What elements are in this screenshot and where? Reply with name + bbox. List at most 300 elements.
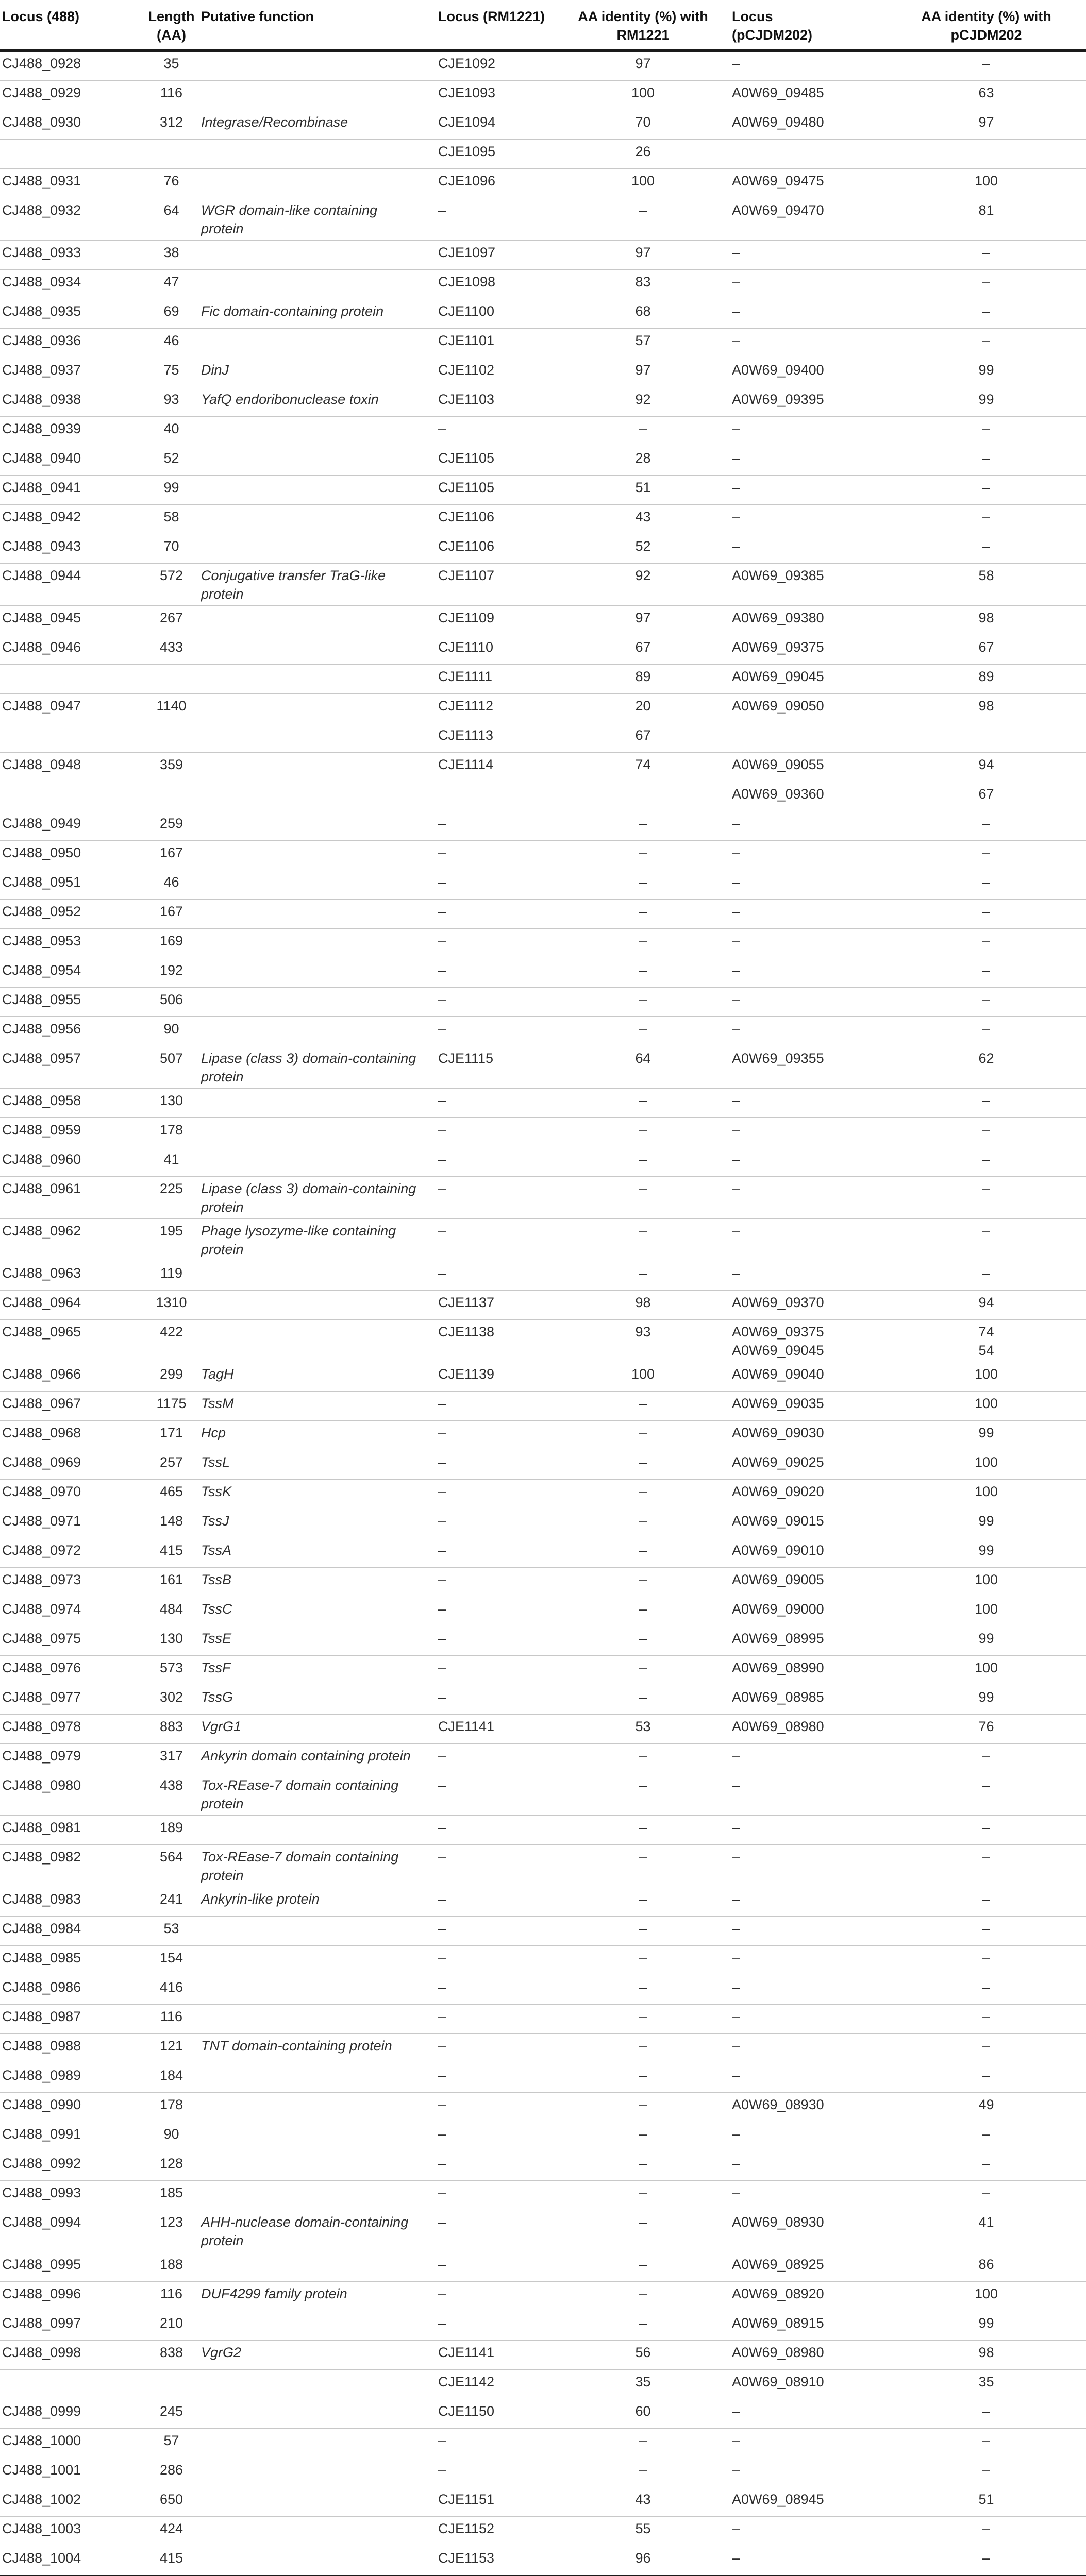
cell-locus-pcjdm202: – [732, 1017, 887, 1046]
cell-locus-488: CJ488_0929 [0, 81, 142, 110]
cell-identity-pcjdm202: 58 [887, 564, 1086, 606]
cell-identity-rm1221: – [554, 1845, 732, 1887]
cell-identity-pcjdm202: – [887, 1147, 1086, 1177]
table-row [0, 665, 1086, 694]
cell-identity-pcjdm202: 81 [887, 198, 1086, 241]
cell-putative-function [201, 169, 438, 198]
cell-length: 130 [142, 1089, 201, 1118]
cell-identity-pcjdm202: – [887, 476, 1086, 505]
cell-identity-pcjdm202: – [887, 2517, 1086, 2546]
cell-putative-function [201, 329, 438, 358]
cell-identity-rm1221: 43 [554, 2487, 732, 2517]
cell-putative-function [201, 929, 438, 958]
cell-identity-pcjdm202: 76 [887, 1715, 1086, 1744]
cell-locus-488: CJ488_0969 [0, 1450, 142, 1480]
cell-locus-pcjdm202: A0W69_09045 [732, 665, 887, 694]
cell-identity-rm1221: – [554, 2122, 732, 2151]
cell-locus-pcjdm202: – [732, 900, 887, 929]
cell-locus-pcjdm202: A0W69_09030 [732, 1421, 887, 1450]
cell-length: 484 [142, 1597, 201, 1626]
header-row [0, 0, 1086, 50]
table-row [0, 299, 1086, 329]
cell-locus-pcjdm202: – [732, 241, 887, 270]
cell-identity-pcjdm202: 100 [887, 1597, 1086, 1626]
cell-length: 184 [142, 2063, 201, 2093]
cell-putative-function: TssM [201, 1392, 438, 1421]
table-row [0, 1017, 1086, 1046]
table-row [0, 2282, 1086, 2311]
cell-locus-pcjdm202: – [732, 2151, 887, 2181]
cell-locus-pcjdm202: – [732, 446, 887, 476]
cell-putative-function [201, 841, 438, 870]
table-row [0, 1744, 1086, 1773]
cell-locus-488: CJ488_0973 [0, 1568, 142, 1597]
cell-length: 883 [142, 1715, 201, 1744]
cell-identity-pcjdm202: – [887, 2151, 1086, 2181]
cell-locus-pcjdm202: A0W69_08920 [732, 2282, 887, 2311]
cell-identity-rm1221: – [554, 900, 732, 929]
cell-locus-pcjdm202: – [732, 1744, 887, 1773]
cell-locus-rm1221: CJE1137 [438, 1291, 554, 1320]
cell-locus-pcjdm202: – [732, 476, 887, 505]
cell-locus-pcjdm202: – [732, 299, 887, 329]
cell-length: 38 [142, 241, 201, 270]
cell-putative-function: TssB [201, 1568, 438, 1597]
cell-identity-pcjdm202: 99 [887, 1421, 1086, 1450]
cell-locus-488: CJ488_0978 [0, 1715, 142, 1744]
table-row [0, 1816, 1086, 1845]
cell-identity-pcjdm202: – [887, 534, 1086, 564]
cell-putative-function [201, 665, 438, 694]
cell-identity-pcjdm202: 99 [887, 1685, 1086, 1715]
table-row [0, 1046, 1086, 1089]
cell-identity-rm1221 [554, 782, 732, 811]
cell-identity-rm1221: 64 [554, 1046, 732, 1089]
cell-putative-function [201, 1917, 438, 1946]
cell-locus-488: CJ488_0990 [0, 2093, 142, 2122]
cell-length: 415 [142, 2546, 201, 2576]
cell-locus-pcjdm202: A0W69_09040 [732, 1362, 887, 1392]
cell-putative-function: Tox-REase-7 domain containing protein [201, 1773, 438, 1816]
table-row [0, 241, 1086, 270]
cell-putative-function: Conjugative transfer TraG-like protein [201, 564, 438, 606]
cell-locus-488: CJ488_0986 [0, 1975, 142, 2005]
cell-identity-pcjdm202: – [887, 1975, 1086, 2005]
cell-locus-488 [0, 140, 142, 169]
cell-locus-rm1221: – [438, 1597, 554, 1626]
cell-locus-pcjdm202: A0W69_08985 [732, 1685, 887, 1715]
cell-identity-rm1221: 52 [554, 534, 732, 564]
table-row [0, 2063, 1086, 2093]
cell-locus-rm1221: – [438, 2151, 554, 2181]
cell-locus-rm1221: CJE1106 [438, 534, 554, 564]
header-identity-pcjdm202 [887, 0, 1086, 50]
cell-locus-rm1221: – [438, 1744, 554, 1773]
cell-locus-rm1221: – [438, 1917, 554, 1946]
cell-putative-function [201, 723, 438, 753]
cell-identity-rm1221: 55 [554, 2517, 732, 2546]
cell-locus-488: CJ488_0983 [0, 1887, 142, 1917]
cell-length [142, 665, 201, 694]
cell-putative-function [201, 1975, 438, 2005]
cell-identity-rm1221: – [554, 2005, 732, 2034]
cell-identity-pcjdm202: – [887, 2005, 1086, 2034]
cell-length: 161 [142, 1568, 201, 1597]
cell-locus-rm1221: – [438, 1509, 554, 1538]
cell-length: 90 [142, 1017, 201, 1046]
cell-identity-pcjdm202: 100 [887, 1480, 1086, 1509]
cell-locus-rm1221: CJE1097 [438, 241, 554, 270]
cell-identity-pcjdm202: – [887, 2399, 1086, 2429]
cell-locus-pcjdm202: A0W69_09385 [732, 564, 887, 606]
cell-identity-rm1221: 70 [554, 110, 732, 140]
table-row [0, 958, 1086, 988]
cell-length: 148 [142, 1509, 201, 1538]
cell-identity-rm1221: – [554, 1816, 732, 1845]
cell-locus-488: CJ488_0945 [0, 606, 142, 635]
cell-locus-pcjdm202: – [732, 270, 887, 299]
cell-locus-488: CJ488_0995 [0, 2252, 142, 2282]
cell-identity-rm1221: – [554, 1917, 732, 1946]
cell-identity-pcjdm202: 97 [887, 110, 1086, 140]
cell-length: 1175 [142, 1392, 201, 1421]
header-putative-function: Putative function [201, 0, 438, 50]
cell-locus-pcjdm202: – [732, 329, 887, 358]
cell-locus-rm1221: – [438, 1177, 554, 1219]
cell-identity-pcjdm202: – [887, 870, 1086, 900]
cell-length: 167 [142, 841, 201, 870]
cell-locus-rm1221: CJE1152 [438, 2517, 554, 2546]
cell-locus-pcjdm202: – [732, 2122, 887, 2151]
cell-locus-rm1221: – [438, 1480, 554, 1509]
cell-locus-pcjdm202: A0W69_08945 [732, 2487, 887, 2517]
cell-identity-rm1221: 89 [554, 665, 732, 694]
cell-locus-rm1221: – [438, 1017, 554, 1046]
cell-identity-rm1221: – [554, 929, 732, 958]
table-row [0, 81, 1086, 110]
cell-identity-pcjdm202: 99 [887, 2311, 1086, 2341]
cell-length: 41 [142, 1147, 201, 1177]
cell-locus-rm1221: – [438, 2093, 554, 2122]
cell-length: 69 [142, 299, 201, 329]
cell-length: 171 [142, 1421, 201, 1450]
cell-locus-488: CJ488_0988 [0, 2034, 142, 2063]
cell-identity-rm1221: – [554, 1480, 732, 1509]
cell-identity-rm1221: 26 [554, 140, 732, 169]
cell-putative-function: Tox-REase-7 domain containing protein [201, 1845, 438, 1887]
table-row [0, 1568, 1086, 1597]
cell-locus-pcjdm202: – [732, 2005, 887, 2034]
table-row [0, 1538, 1086, 1568]
cell-locus-pcjdm202: A0W69_09020 [732, 1480, 887, 1509]
cell-identity-rm1221: – [554, 1089, 732, 1118]
cell-locus-rm1221: – [438, 811, 554, 841]
header-locus-rm1221: Locus (RM1221) [438, 0, 554, 50]
cell-identity-pcjdm202: – [887, 1089, 1086, 1118]
cell-locus-488: CJ488_0938 [0, 387, 142, 417]
cell-locus-pcjdm202: A0W69_09355 [732, 1046, 887, 1089]
cell-locus-pcjdm202: A0W69_09000 [732, 1597, 887, 1626]
cell-putative-function: Lipase (class 3) domain-containing protein [201, 1046, 438, 1089]
cell-identity-pcjdm202: – [887, 1261, 1086, 1291]
cell-identity-rm1221: 67 [554, 723, 732, 753]
cell-identity-pcjdm202: 100 [887, 1362, 1086, 1392]
cell-putative-function [201, 417, 438, 446]
cell-putative-function [201, 1261, 438, 1291]
cell-locus-rm1221: – [438, 417, 554, 446]
cell-locus-488: CJ488_0949 [0, 811, 142, 841]
table-row [0, 870, 1086, 900]
cell-locus-488 [0, 2370, 142, 2399]
cell-putative-function [201, 2252, 438, 2282]
cell-locus-rm1221: CJE1111 [438, 665, 554, 694]
cell-putative-function: VgrG2 [201, 2341, 438, 2370]
cell-putative-function [201, 2005, 438, 2034]
cell-identity-rm1221: – [554, 958, 732, 988]
cell-locus-rm1221: – [438, 198, 554, 241]
cell-length: 47 [142, 270, 201, 299]
cell-identity-pcjdm202: – [887, 2122, 1086, 2151]
cell-locus-rm1221: CJE1105 [438, 446, 554, 476]
cell-locus-rm1221: CJE1112 [438, 694, 554, 723]
cell-putative-function: Ankyrin-like protein [201, 1887, 438, 1917]
table-row [0, 2151, 1086, 2181]
cell-locus-pcjdm202: – [732, 1946, 887, 1975]
cell-locus-pcjdm202: – [732, 1177, 887, 1219]
cell-putative-function [201, 635, 438, 665]
cell-length: 178 [142, 1118, 201, 1147]
cell-locus-rm1221: CJE1105 [438, 476, 554, 505]
cell-length: 1140 [142, 694, 201, 723]
table-row [0, 446, 1086, 476]
cell-identity-pcjdm202: – [887, 1887, 1086, 1917]
cell-identity-pcjdm202: – [887, 2034, 1086, 2063]
cell-locus-rm1221: CJE1098 [438, 270, 554, 299]
header-locus-488: Locus (488) [0, 0, 142, 50]
cell-locus-pcjdm202: – [732, 2546, 887, 2576]
cell-locus-488: CJ488_0974 [0, 1597, 142, 1626]
cell-identity-rm1221: 97 [554, 358, 732, 387]
table-row [0, 1147, 1086, 1177]
cell-identity-rm1221: – [554, 1656, 732, 1685]
cell-putative-function: TssJ [201, 1509, 438, 1538]
cell-putative-function [201, 2517, 438, 2546]
cell-locus-488: CJ488_0934 [0, 270, 142, 299]
cell-locus-488: CJ488_0936 [0, 329, 142, 358]
cell-locus-488: CJ488_0979 [0, 1744, 142, 1773]
cell-length: 189 [142, 1816, 201, 1845]
header-identity-rm1221 [554, 0, 732, 50]
cell-locus-pcjdm202: A0W69_09395 [732, 387, 887, 417]
cell-locus-pcjdm202: – [732, 841, 887, 870]
cell-locus-488: CJ488_0937 [0, 358, 142, 387]
cell-locus-488: CJ488_1003 [0, 2517, 142, 2546]
cell-locus-488: CJ488_0966 [0, 1362, 142, 1392]
cell-length: 52 [142, 446, 201, 476]
table-row [0, 2034, 1086, 2063]
cell-locus-pcjdm202: – [732, 534, 887, 564]
table-row [0, 1656, 1086, 1685]
cell-locus-rm1221: – [438, 958, 554, 988]
cell-identity-pcjdm202: 98 [887, 694, 1086, 723]
cell-putative-function [201, 2458, 438, 2487]
cell-locus-pcjdm202: – [732, 2517, 887, 2546]
cell-identity-rm1221: – [554, 1261, 732, 1291]
table-row [0, 358, 1086, 387]
cell-identity-rm1221: 53 [554, 1715, 732, 1744]
cell-identity-pcjdm202: – [887, 2429, 1086, 2458]
table-row [0, 1392, 1086, 1421]
table-row [0, 635, 1086, 665]
table-row [0, 1089, 1086, 1118]
table-row [0, 2517, 1086, 2546]
table-row [0, 2181, 1086, 2210]
cell-locus-488: CJ488_0991 [0, 2122, 142, 2151]
cell-putative-function [201, 1946, 438, 1975]
cell-locus-rm1221: CJE1102 [438, 358, 554, 387]
cell-identity-rm1221: 97 [554, 241, 732, 270]
cell-putative-function [201, 1118, 438, 1147]
header-locus-pcjdm202 [732, 0, 887, 50]
cell-putative-function [201, 1017, 438, 1046]
cell-locus-rm1221 [438, 782, 554, 811]
cell-locus-pcjdm202: – [732, 2458, 887, 2487]
cell-locus-488: CJ488_1000 [0, 2429, 142, 2458]
cell-identity-rm1221: – [554, 2210, 732, 2252]
cell-length: 40 [142, 417, 201, 446]
cell-identity-pcjdm202: – [887, 900, 1086, 929]
cell-length: 53 [142, 1917, 201, 1946]
cell-identity-pcjdm202: – [887, 299, 1086, 329]
cell-identity-pcjdm202: 99 [887, 387, 1086, 417]
cell-identity-pcjdm202: – [887, 1845, 1086, 1887]
cell-identity-pcjdm202: 99 [887, 1509, 1086, 1538]
cell-locus-pcjdm202: A0W69_09035 [732, 1392, 887, 1421]
cell-identity-rm1221: 92 [554, 564, 732, 606]
header-length-text: Length (AA) [148, 9, 195, 43]
cell-locus-pcjdm202: – [732, 1816, 887, 1845]
cell-locus-pcjdm202: A0W69_08980 [732, 2341, 887, 2370]
table-row [0, 1626, 1086, 1656]
cell-locus-rm1221: CJE1113 [438, 723, 554, 753]
table-row [0, 1219, 1086, 1261]
cell-length: 257 [142, 1450, 201, 1480]
cell-identity-pcjdm202: 49 [887, 2093, 1086, 2122]
cell-locus-488: CJ488_0964 [0, 1291, 142, 1320]
cell-putative-function [201, 1089, 438, 1118]
cell-length: 167 [142, 900, 201, 929]
cell-identity-rm1221: – [554, 1744, 732, 1773]
cell-locus-488: CJ488_0989 [0, 2063, 142, 2093]
cell-locus-rm1221: – [438, 1392, 554, 1421]
table-row [0, 2311, 1086, 2341]
cell-locus-488: CJ488_0946 [0, 635, 142, 665]
cell-identity-pcjdm202: – [887, 1917, 1086, 1946]
table-row [0, 841, 1086, 870]
cell-identity-rm1221: – [554, 1626, 732, 1656]
cell-locus-488: CJ488_0971 [0, 1509, 142, 1538]
cell-locus-pcjdm202: A0W69_09010 [732, 1538, 887, 1568]
cell-putative-function: VgrG1 [201, 1715, 438, 1744]
cell-putative-function: AHH-nuclease domain-containing protein [201, 2210, 438, 2252]
table-row [0, 900, 1086, 929]
cell-identity-pcjdm202: – [887, 1118, 1086, 1147]
cell-locus-pcjdm202 [732, 140, 887, 169]
cell-identity-rm1221: 98 [554, 1291, 732, 1320]
table-row [0, 505, 1086, 534]
cell-length: 572 [142, 564, 201, 606]
cell-identity-rm1221: – [554, 2429, 732, 2458]
cell-locus-rm1221: – [438, 1147, 554, 1177]
cell-locus-pcjdm202: – [732, 1089, 887, 1118]
cell-locus-pcjdm202: – [732, 1118, 887, 1147]
cell-length: 57 [142, 2429, 201, 2458]
cell-identity-pcjdm202: 74 54 [887, 1320, 1086, 1362]
cell-identity-pcjdm202: – [887, 841, 1086, 870]
cell-locus-rm1221: – [438, 2458, 554, 2487]
cell-putative-function [201, 50, 438, 81]
cell-locus-488: CJ488_0965 [0, 1320, 142, 1362]
table-row [0, 1177, 1086, 1219]
cell-identity-pcjdm202: – [887, 2063, 1086, 2093]
cell-putative-function [201, 753, 438, 782]
cell-identity-pcjdm202: – [887, 958, 1086, 988]
cell-identity-rm1221: 68 [554, 299, 732, 329]
table-row [0, 1597, 1086, 1626]
cell-locus-488: CJ488_0968 [0, 1421, 142, 1450]
cell-locus-488: CJ488_0956 [0, 1017, 142, 1046]
cell-identity-rm1221: 92 [554, 387, 732, 417]
cell-putative-function: Hcp [201, 1421, 438, 1450]
table-header [0, 0, 1086, 50]
cell-identity-pcjdm202: 63 [887, 81, 1086, 110]
cell-locus-488: CJ488_0952 [0, 900, 142, 929]
cell-putative-function: Phage lysozyme-like containing protein [201, 1219, 438, 1261]
cell-locus-pcjdm202: A0W69_09475 [732, 169, 887, 198]
cell-identity-pcjdm202: – [887, 2181, 1086, 2210]
cell-locus-pcjdm202 [732, 723, 887, 753]
cell-locus-488: CJ488_0932 [0, 198, 142, 241]
cell-identity-pcjdm202: 94 [887, 753, 1086, 782]
cell-locus-pcjdm202: – [732, 988, 887, 1017]
cell-identity-pcjdm202: – [887, 1816, 1086, 1845]
cell-identity-pcjdm202: 67 [887, 782, 1086, 811]
cell-locus-488: CJ488_0987 [0, 2005, 142, 2034]
cell-identity-pcjdm202: – [887, 241, 1086, 270]
cell-locus-rm1221: – [438, 870, 554, 900]
cell-identity-rm1221: 56 [554, 2341, 732, 2370]
cell-identity-rm1221: – [554, 1450, 732, 1480]
table-row [0, 1421, 1086, 1450]
cell-locus-488: CJ488_0993 [0, 2181, 142, 2210]
cell-identity-pcjdm202: 62 [887, 1046, 1086, 1089]
cell-locus-rm1221: – [438, 1975, 554, 2005]
table-row [0, 1450, 1086, 1480]
cell-length: 299 [142, 1362, 201, 1392]
table-row [0, 2458, 1086, 2487]
cell-length: 169 [142, 929, 201, 958]
cell-identity-pcjdm202 [887, 140, 1086, 169]
cell-locus-pcjdm202: – [732, 811, 887, 841]
cell-identity-pcjdm202: 100 [887, 1656, 1086, 1685]
cell-locus-488: CJ488_0994 [0, 2210, 142, 2252]
cell-length: 46 [142, 329, 201, 358]
cell-identity-rm1221: 100 [554, 169, 732, 198]
cell-length: 58 [142, 505, 201, 534]
cell-length: 130 [142, 1626, 201, 1656]
cell-locus-rm1221: – [438, 1219, 554, 1261]
cell-locus-488: CJ488_0997 [0, 2311, 142, 2341]
